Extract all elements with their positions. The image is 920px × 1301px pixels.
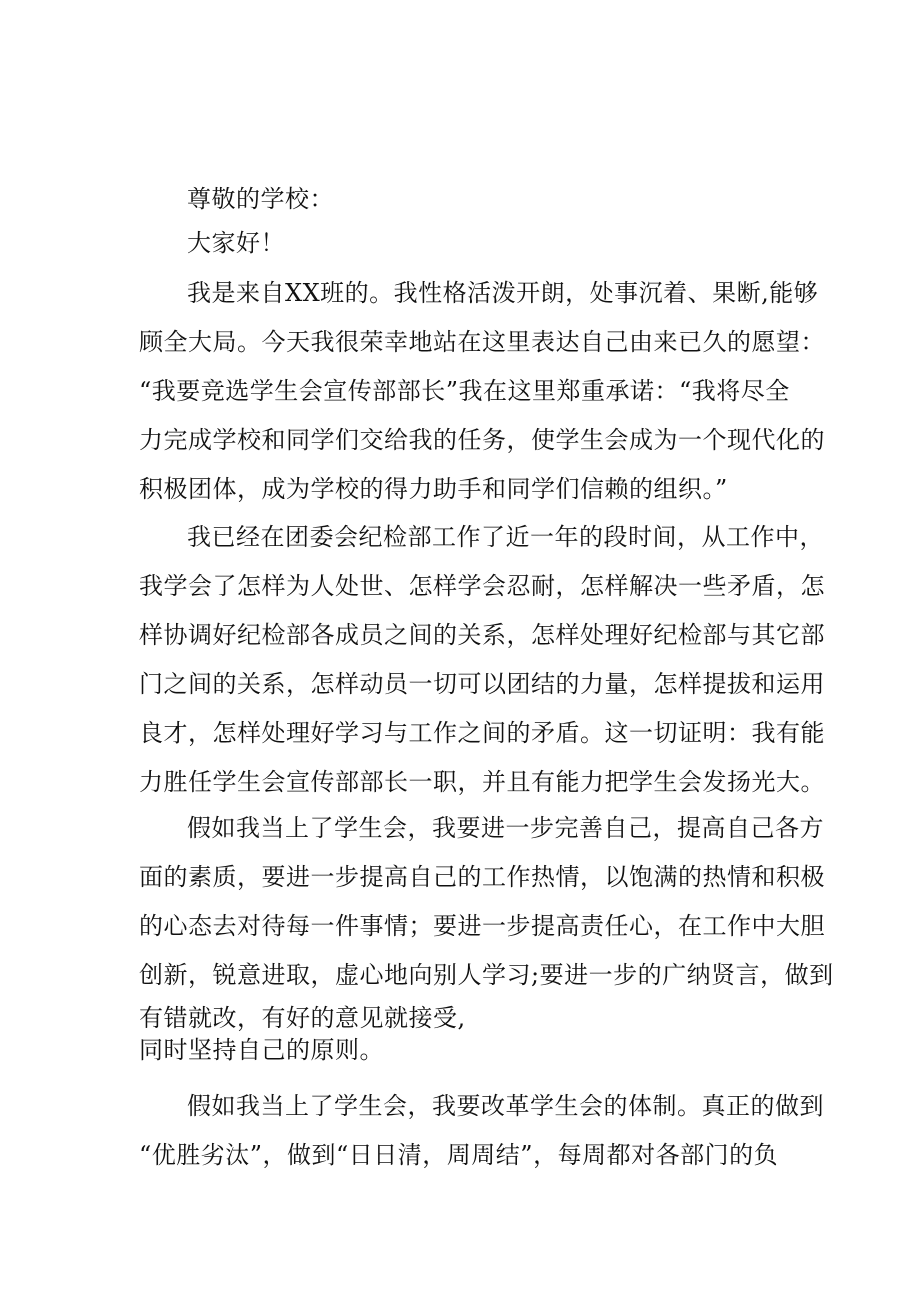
paragraph-line: 同时坚持自己的原则。: [139, 1036, 384, 1064]
salutation: 大家好！: [187, 229, 285, 257]
paragraph-line: 我已经在团委会纪检部工作了近一年的段时间，从工作中，: [187, 523, 824, 551]
paragraph-line: “我要竞选学生会宣传部部长”我在这里郑重承诺：“我将尽全: [139, 377, 790, 405]
paragraph-line: 我学会了怎样为人处世、怎样学会忍耐，怎样解决一些矛盾，怎: [139, 572, 825, 600]
paragraph-line: 样协调好纪检部各成员之间的关系，怎样处理好纪检部与其它部: [139, 621, 825, 649]
paragraph-line: 积极团体，成为学校的得力助手和同学们信赖的组织。”: [139, 475, 728, 503]
paragraph-line: 假如我当上了学生会，我要改革学生会的体制。真正的做到: [187, 1092, 824, 1120]
paragraph-line: 力完成学校和同学们交给我的任务，使学生会成为一个现代化的: [139, 426, 825, 454]
paragraph-line: 良才，怎样处理好学习与工作之间的矛盾。这一切证明：我有能: [139, 719, 825, 747]
paragraph-line: 面的素质，要进一步提高自己的工作热情，以饱满的热情和积极: [139, 863, 825, 891]
paragraph-line: 我是来自XX班的。我性格活泼开朗，处事沉着、果断,能够: [187, 279, 819, 307]
paragraph-line: 假如我当上了学生会，我要进一步完善自己，提高自己各方: [187, 814, 824, 842]
paragraph-line: 力胜任学生会宣传部部长一职，并且有能力把学生会发扬光大。: [139, 768, 825, 796]
greeting: 尊敬的学校：: [187, 185, 334, 213]
paragraph-line: 创新，锐意进取，虚心地向别人学习;要进一步的广纳贤言，做到: [139, 961, 834, 989]
paragraph-line: 有错就改，有好的意见就接受,: [139, 1004, 466, 1032]
paragraph-line: 顾全大局。今天我很荣幸地站在这里表达自己由来已久的愿望：: [139, 328, 825, 356]
paragraph-line: 门之间的关系，怎样动员一切可以团结的力量，怎样提拔和运用: [139, 670, 825, 698]
paragraph-line: 的心态去对待每一件事情；要进一步提高责任心，在工作中大胆: [139, 912, 825, 940]
paragraph-line: “优胜劣汰”，做到“日日清，周周结”，每周都对各部门的负: [139, 1141, 779, 1169]
